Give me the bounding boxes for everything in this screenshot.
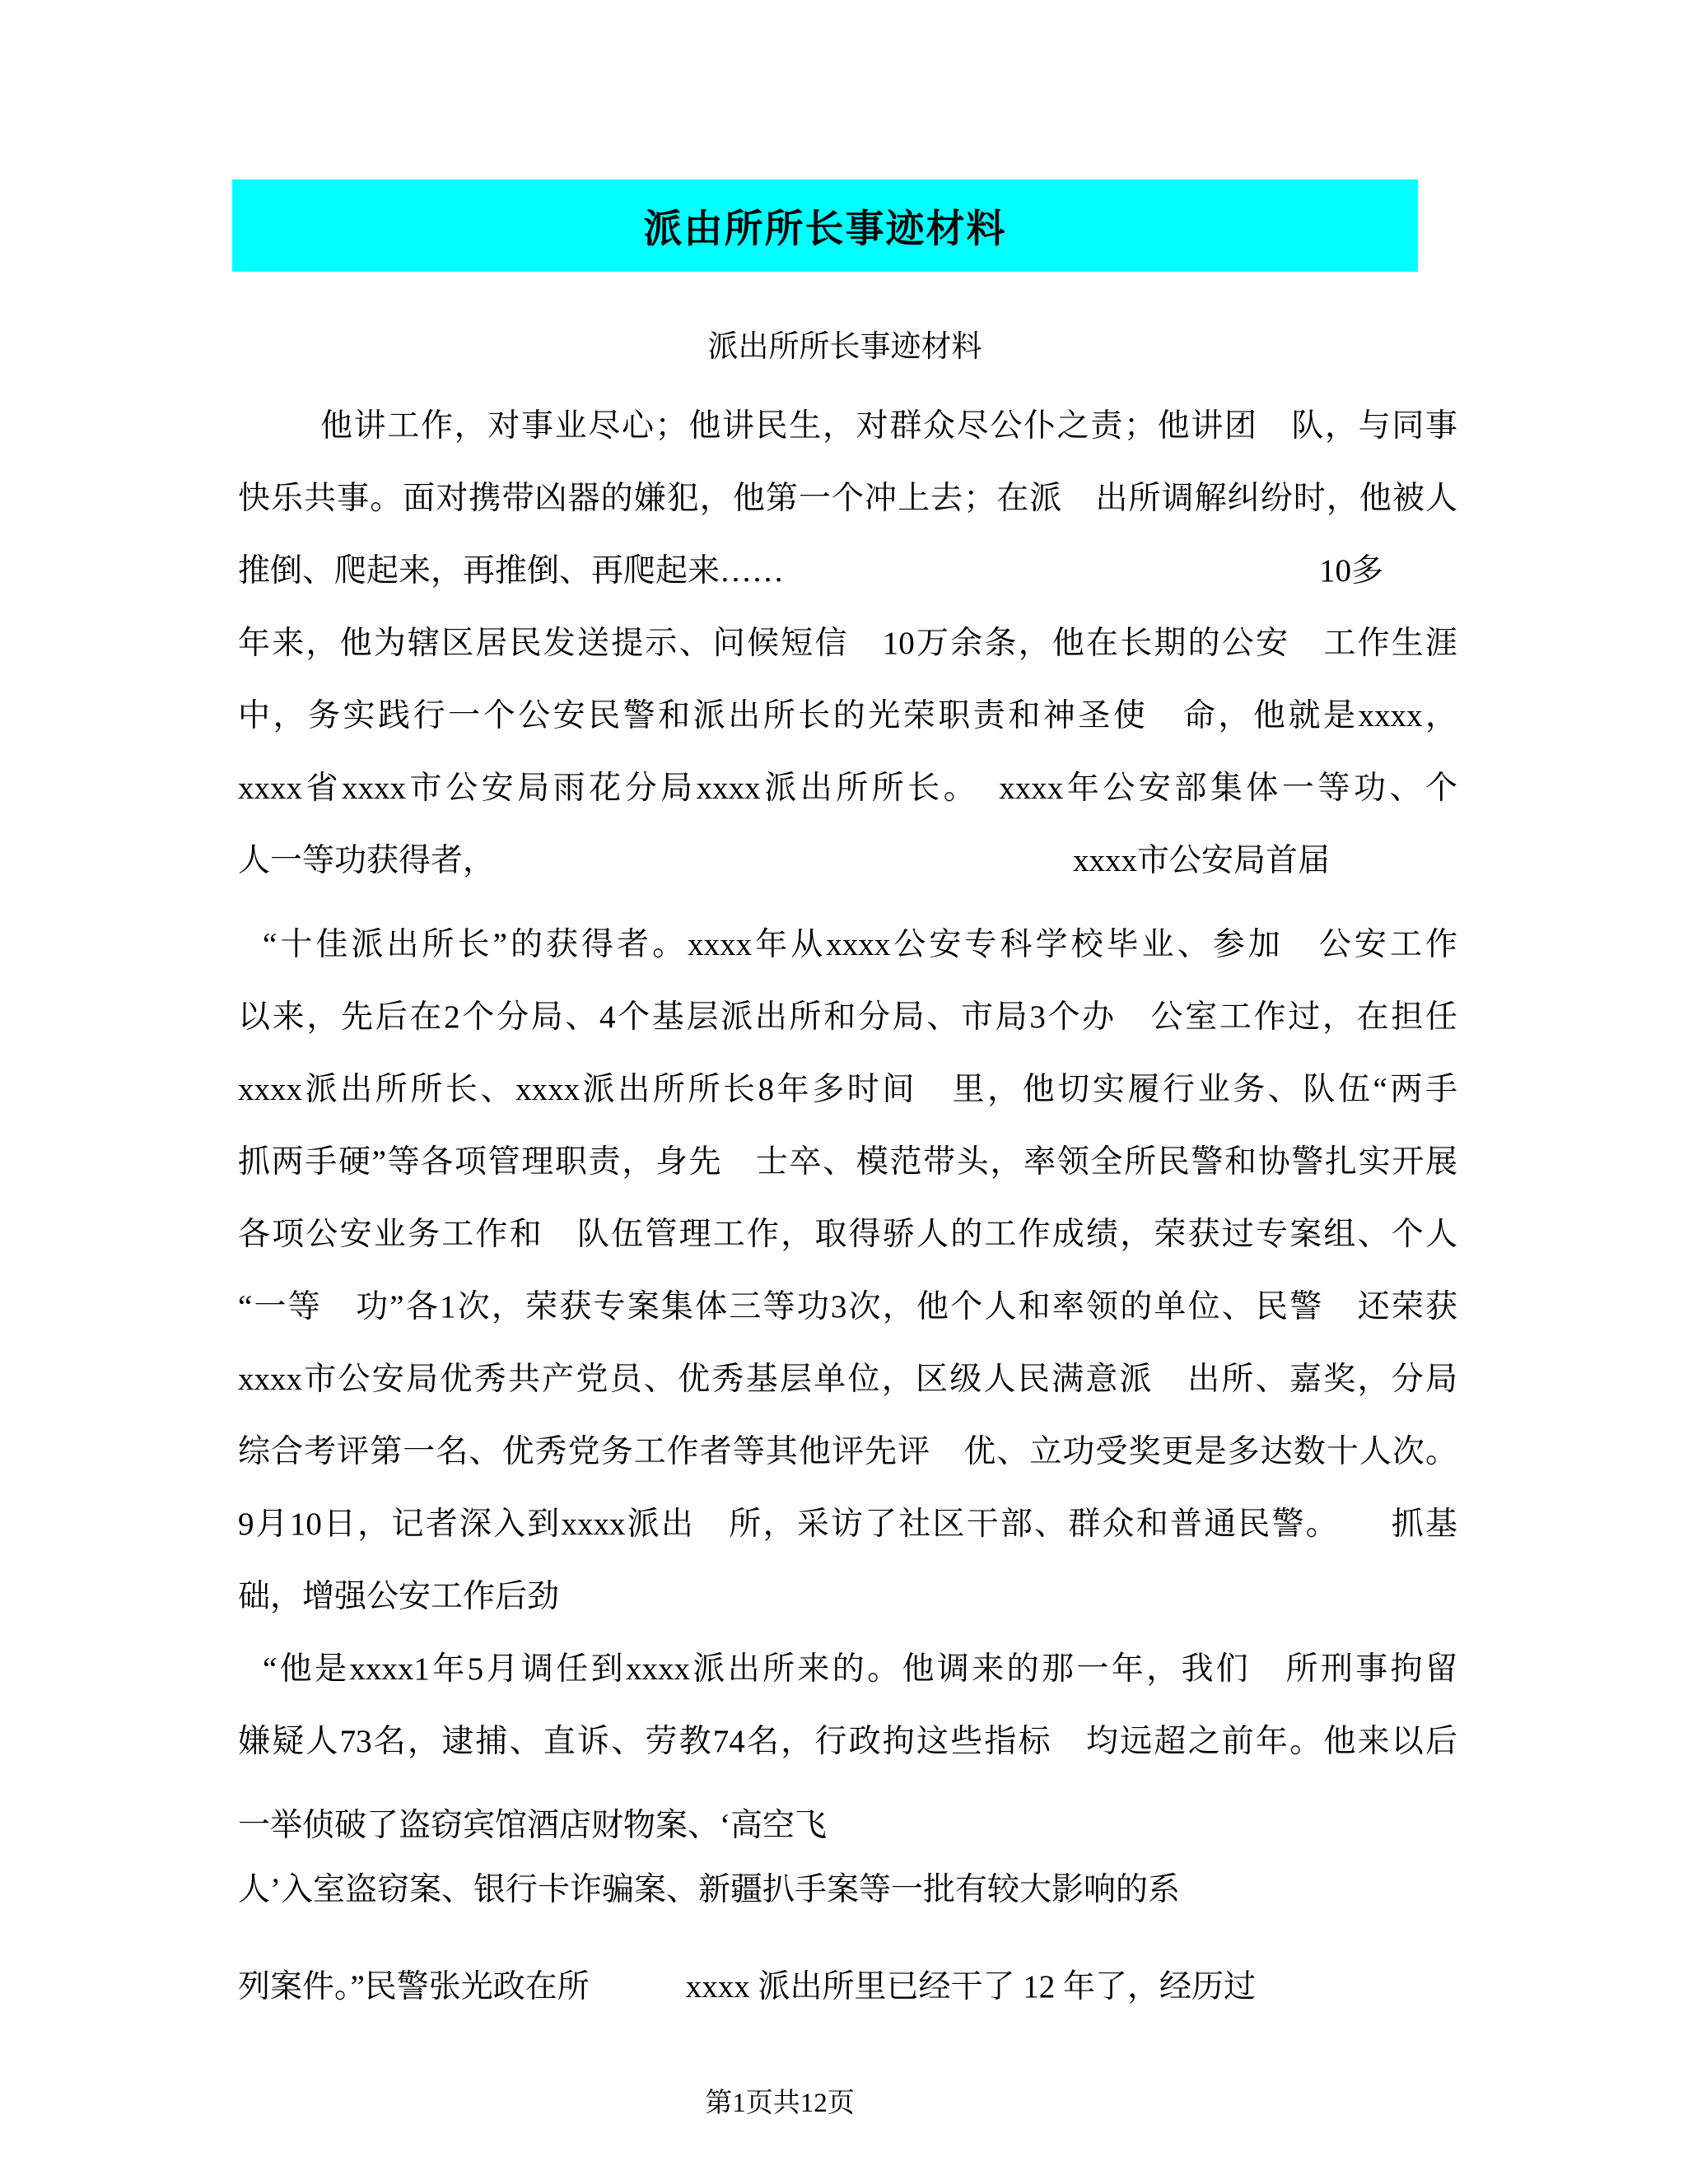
- text-line-2: 快乐共事。面对携带凶器的嫌犯，他第一个冲上去；在派 出所调解纠纷时，他被人: [238, 481, 1457, 516]
- text-line-19: 嫌疑人73名，逮捕、直诉、劳教74名，行政拘这些指标 均远超之前年。他来以后: [238, 1724, 1457, 1759]
- text-line-14: xxxx市公安局优秀共产党员、优秀基层单位，区级人民满意派 出所、嘉奖，分局: [238, 1362, 1457, 1397]
- text-line-22: 列案件。”民警张光政在所 xxxx 派出所里已经干了 12 年了，经历过: [238, 1969, 1257, 2005]
- text-line-8: “十佳派出所长”的获得者。xxxx年从xxxx公安专科学校毕业、参加 公安工作: [263, 927, 1457, 962]
- text-line-10: xxxx派出所所长、xxxx派出所所长8年多时间 里，他切实履行业务、队伍“两手: [238, 1072, 1457, 1107]
- text-line-12: 各项公安业务工作和 队伍管理工作，取得骄人的工作成绩，荣获过专案组、个人: [238, 1217, 1457, 1252]
- text-line-16: 9月10日，记者深入到xxxx派出 所，采访了社区干部、群众和普通民警。 抓基: [238, 1506, 1457, 1542]
- text-line-6: xxxx省xxxx市公安局雨花分局xxxx派出所所长。 xxxx年公安部集体一等功、个: [238, 771, 1457, 806]
- text-line-3-left: 推倒、爬起来，再推倒、再爬起来……: [238, 553, 785, 589]
- text-line-17: 础，增强公安工作后劲: [238, 1579, 560, 1614]
- banner-title: 派由所所长事迹材料: [643, 207, 1007, 251]
- text-line-7-right: xxxx市公安局首届: [1072, 843, 1330, 878]
- text-line-15: 综合考评第一名、优秀党务工作者等其他评先评 优、立功受奖更是多达数十人次。: [238, 1434, 1457, 1469]
- text-line-1: 他讲工作，对事业尽心；他讲民生，对群众尽公仆之责；他讲团 队，与同事: [320, 408, 1457, 444]
- text-line-9: 以来，先后在2个分局、4个基层派出所和分局、市局3个办 公室工作过，在担任: [238, 999, 1457, 1035]
- text-line-4: 年来，他为辖区居民发送提示、问候短信 10万余条，他在长期的公安 工作生涯: [238, 626, 1457, 661]
- title-banner: [232, 179, 1418, 272]
- text-line-5: 中，务实践行一个公安民警和派出所长的光荣职责和神圣使 命，他就是xxxx，: [238, 698, 1457, 733]
- text-line-7: [238, 825, 1457, 897]
- text-line-20: 一举侦破了盗窃宾馆酒店财物案、‘高空飞: [238, 1808, 827, 1843]
- text-line-13: “一等 功”各1次，荣获专案集体三等功3次，他个人和率领的单位、民警 还荣获: [238, 1289, 1457, 1325]
- text-line-18: “他是xxxx1年5月调任到xxxx派出所来的。他调来的那一年，我们 所刑事拘留: [263, 1651, 1457, 1687]
- text-line-3: [238, 535, 1457, 608]
- text-line-3-right: 10多: [1318, 553, 1383, 589]
- text-line-11: 抓两手硬”等各项管理职责，身先 士卒、模范带头，率领全所民警和协警扎实开展: [238, 1144, 1457, 1180]
- document-subtitle: 派出所所长事迹材料: [707, 330, 982, 364]
- text-line-21: 人’入室盗窃案、银行卡诈骗案、新疆扒手案等一批有较大影响的系: [238, 1872, 1180, 1907]
- page-number-footer: 第1页共12页: [705, 2089, 855, 2118]
- document-body: [238, 390, 1457, 2023]
- text-line-7-left: 人一等功获得者，: [238, 843, 496, 878]
